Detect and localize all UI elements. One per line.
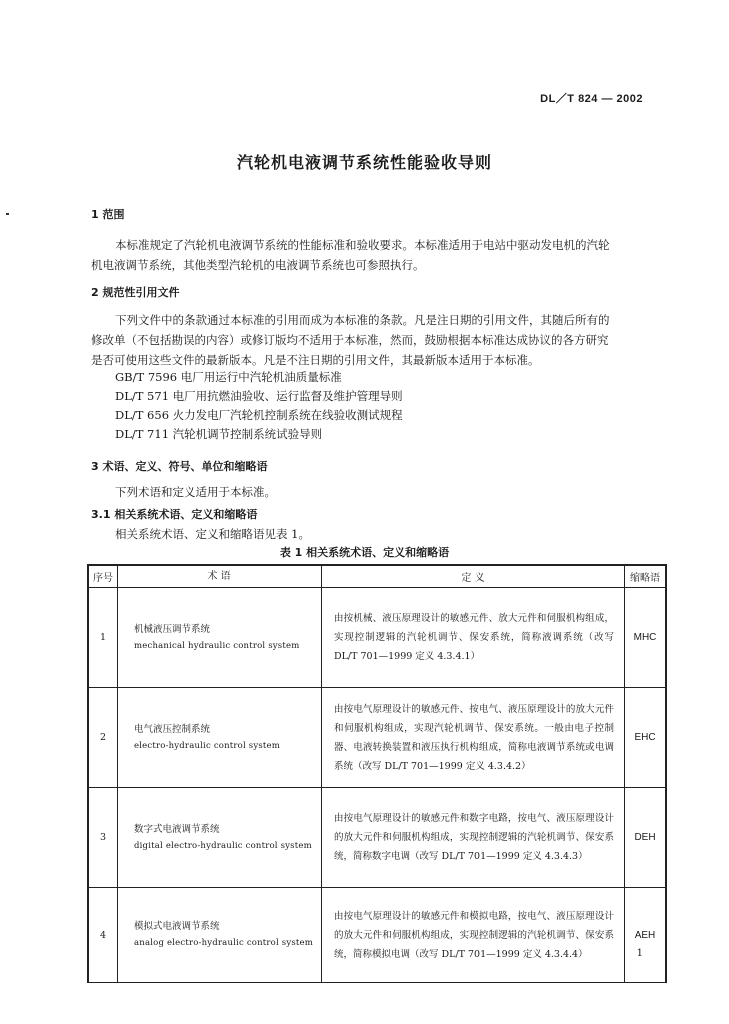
- section-3-heading: 3 术语、定义、符号、单位和缩略语: [91, 460, 268, 473]
- row-definition: 由按电气原理设计的敏感元件和模拟电路，按电气、液压原理设计的放大元件和伺服机构组成，实现控制逻辑的汽轮机调节、保安系统，简称模拟电调（改写 DL/T 701—1999 定义 4.3.4.4）: [322, 888, 625, 983]
- table-header-row: [88, 565, 666, 588]
- term-zh: 模拟式电液调节系统: [134, 921, 220, 932]
- page-number: 1: [636, 948, 643, 959]
- reference-item: GB/T 7596 电厂用运行中汽轮机油质量标准: [115, 370, 342, 384]
- reference-list: [115, 368, 403, 444]
- header-no: 序号: [88, 565, 118, 588]
- row-term: [118, 888, 322, 983]
- section-2-body: [91, 310, 667, 370]
- scan-speck: [6, 213, 9, 215]
- reference-item: DL/T 571 电厂用抗燃油验收、运行监督及维护管理导则: [115, 389, 403, 403]
- section-2-heading: 2 规范性引用文件: [91, 286, 180, 299]
- terms-table: [87, 564, 667, 983]
- table-row: [88, 888, 666, 983]
- term-en: mechanical hydraulic control system: [134, 640, 300, 651]
- term-zh: 电气液压控制系统: [134, 723, 211, 735]
- row-definition: 由按电气原理设计的敏感元件和数字电路，按电气、液压原理设计的放大元件和伺服机构组成，实现控制逻辑的汽轮机调节、保安系统，简称数字电调（改写 DL/T 701—1999 定义 4.3.4.3）: [322, 788, 625, 888]
- term-en: analog electro-hydraulic control system: [134, 938, 314, 948]
- term-zh: 机械液压调节系统: [134, 623, 211, 635]
- row-abbr: DEH: [625, 788, 667, 888]
- section-2-line: 修改单（不包括勘误的内容）或修订版均不适用于本标准，然而，鼓励根据本标准达成协议的各方研究: [91, 333, 609, 347]
- row-definition: 由按机械、液压原理设计的敏感元件、放大元件和伺服机构组成，实现控制逻辑的汽轮机调节、保安系统，简称液调系统（改写 DL/T 701—1999 定义 4.3.4.1）: [322, 588, 625, 688]
- term-zh: 数字式电液调节系统: [134, 823, 220, 835]
- section-1-line: 机电液调节系统，其他类型汽轮机的电液调节系统也可参照执行。: [91, 258, 425, 272]
- section-3-1-heading: 3.1 相关系统术语、定义和缩略语: [91, 508, 258, 521]
- table-row: [88, 788, 666, 888]
- standard-number: DL／T 824 — 2002: [540, 93, 643, 105]
- row-abbr: EHC: [625, 688, 667, 788]
- row-term: [118, 688, 322, 788]
- row-no: 3: [88, 788, 118, 888]
- term-en: electro-hydraulic control system: [134, 740, 281, 751]
- row-term: [118, 588, 322, 688]
- reference-item: DL/T 656 火力发电厂汽轮机控制系统在线验收测试规程: [115, 408, 403, 422]
- term-en: digital electro-hydraulic control system: [134, 840, 312, 851]
- section-3-body: 下列术语和定义适用于本标准。: [115, 485, 276, 499]
- row-term: [118, 788, 322, 888]
- row-definition: 由按电气原理设计的敏感元件、按电气、液压原理设计的放大元件和伺服机构组成，实现汽轮机调节、保安系统。一般由电子控制器、电液转换装置和液压执行机构组成，简称电液调节系统或电调系统（改写 DL/T 701—1999 定义 4.3.4.2）: [322, 688, 625, 788]
- row-abbr: AEH: [625, 888, 667, 983]
- section-1-body: [91, 235, 667, 275]
- section-2-line: 下列文件中的条款通过本标准的引用而成为本标准的条款。凡是注日期的引用文件，其随后所有的: [115, 313, 610, 327]
- row-no: 4: [88, 888, 118, 983]
- table-row: [88, 688, 666, 788]
- header-definition: 定 义: [322, 565, 625, 588]
- row-abbr: MHC: [625, 588, 667, 688]
- row-no: 1: [88, 588, 118, 688]
- table-caption: 表 1 相关系统术语、定义和缩略语: [279, 546, 450, 559]
- header-abbr: 缩略语: [625, 565, 667, 588]
- row-no: 2: [88, 688, 118, 788]
- table-row: [88, 588, 666, 688]
- document-title: 汽轮机电液调节系统性能验收导则: [236, 153, 492, 172]
- section-1-heading: 1 范围: [91, 208, 125, 221]
- section-3-1-body: 相关系统术语、定义和缩略语见表 1。: [115, 527, 310, 541]
- section-2-line: 是否可使用这些文件的最新版本。凡是不注日期的引用文件，其最新版本适用于本标准。: [91, 353, 540, 367]
- reference-item: DL/T 711 汽轮机调节控制系统试验导则: [115, 427, 323, 441]
- header-term: 术 语: [118, 565, 322, 588]
- section-1-line: 本标准规定了汽轮机电液调节系统的性能标准和验收要求。本标准适用于电站中驱动发电机的汽轮: [115, 238, 610, 252]
